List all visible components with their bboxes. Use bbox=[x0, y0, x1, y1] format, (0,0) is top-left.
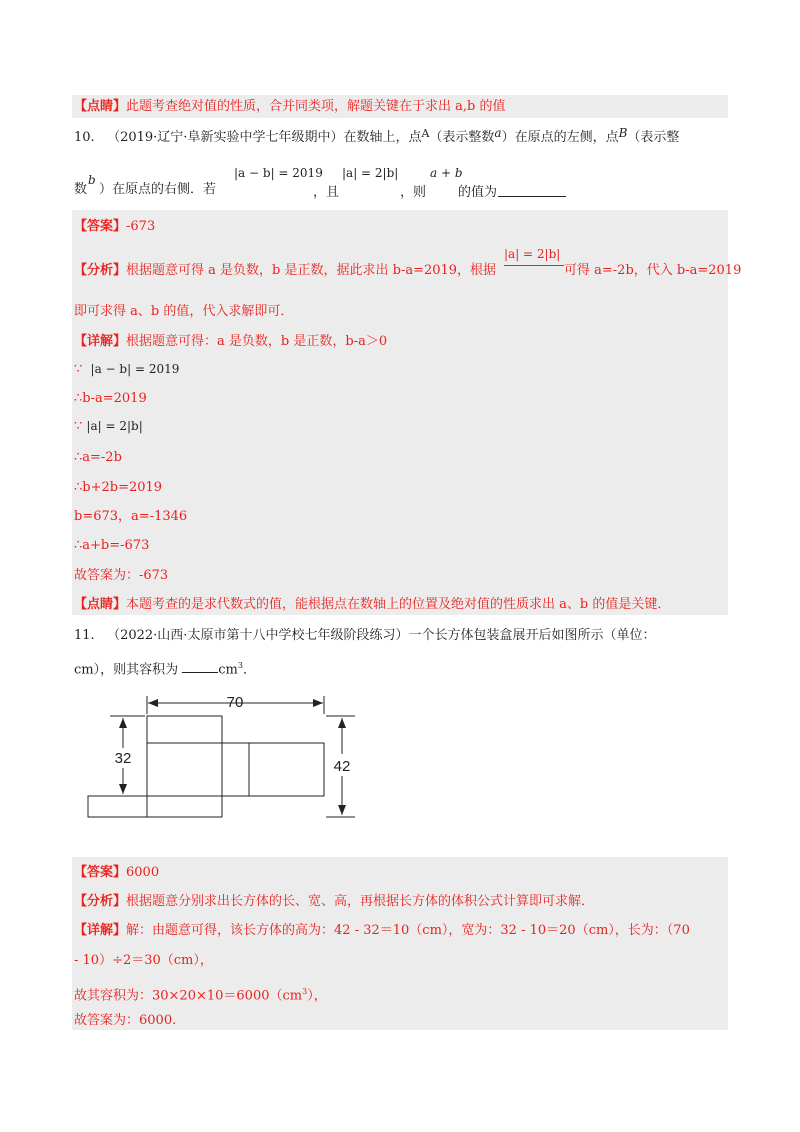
q11-stem-line-1 bbox=[74, 627, 655, 645]
q10-step-4 bbox=[74, 449, 122, 467]
dianjing-line-1 bbox=[74, 98, 506, 116]
q10-step-5 bbox=[74, 479, 162, 497]
q10-math-abs-ratio: |a| = 2|b| bbox=[342, 166, 399, 180]
q11-detail-4: 故答案为：6000. bbox=[74, 1013, 177, 1028]
q11-detail-3a: 故其容积为：30×20×10＝6000（cm bbox=[74, 988, 303, 1004]
q10-sym-b: b bbox=[88, 173, 96, 187]
dianjing-tag: 【点睛】 bbox=[74, 99, 127, 114]
q10-text-d: （表示整 bbox=[627, 130, 680, 145]
q11-detail-3b: ）， bbox=[307, 988, 327, 1004]
q10-dianjing-text: 本题考查的是求代数式的值，能根据点在数轴上的位置及绝对值的性质求出 a、b 的值是关键． bbox=[126, 597, 671, 612]
q11-detail-line-4 bbox=[74, 1012, 176, 1030]
q11-detail-line-2 bbox=[74, 952, 213, 970]
figure-label-42: 42 bbox=[333, 758, 351, 775]
q11-text-a: （2022·山西·太原市第十八中学校七年级阶段练习）一个长方体包装盒展开后如图所示（单位： bbox=[107, 628, 656, 643]
q11-answer-blank[interactable] bbox=[182, 672, 218, 673]
net-side-face-1 bbox=[222, 743, 249, 796]
q10-step-1 bbox=[74, 360, 179, 379]
q11-text-d: ． bbox=[242, 662, 256, 678]
q10-step4: ∴a=-2b bbox=[74, 450, 122, 465]
q10-analysis-underline bbox=[504, 265, 564, 266]
q10-math-sum: a + b bbox=[430, 166, 463, 180]
q11-answer: 6000 bbox=[126, 865, 160, 880]
q11-detail-1: 解：由题意可得，该长方体的高为：42 - 32＝10（cm），宽为：32 - 10＝20（cm），长为：（70 bbox=[126, 923, 690, 938]
q11-text-b: cm），则其容积为 bbox=[74, 662, 179, 678]
net-bottom-face bbox=[147, 796, 222, 817]
q11-analysis: 根据题意分别求出长方体的长、宽、高，再根据长方体的体积公式计算即可求解． bbox=[126, 894, 595, 909]
dianjing-text: 此题考查绝对值的性质，合并同类项，解题关键在于求出 a,b 的值 bbox=[126, 99, 506, 114]
q11-answer-line bbox=[74, 864, 159, 882]
q10-text-f: ）在原点的右侧．若 bbox=[99, 182, 217, 197]
q11-detail-3sup: 3 bbox=[302, 987, 308, 996]
q10-analysis-1: 根据题意可得 a 是负数，b 是正数，据此求出 b-a=2019，根据 bbox=[126, 263, 497, 278]
q10-number: 10. bbox=[74, 130, 95, 145]
box-net-figure bbox=[80, 688, 370, 828]
q11-detail-tag: 【详解】 bbox=[74, 923, 127, 938]
q10-text-h: ，则 bbox=[400, 185, 427, 200]
net-top-face bbox=[147, 716, 222, 743]
q10-sym-B: B bbox=[618, 126, 628, 140]
q10-text-e: 数 bbox=[74, 182, 88, 197]
q10-step-8 bbox=[74, 567, 168, 585]
q11-analysis-tag: 【分析】 bbox=[74, 894, 127, 909]
q10-answer: -673 bbox=[126, 219, 156, 234]
q10-answer-tag: 【答案】 bbox=[74, 219, 127, 234]
q11-detail-line-3 bbox=[74, 983, 327, 1005]
q10-step3-math: |a| = 2|b| bbox=[86, 419, 143, 433]
q10-math-abs-diff: |a − b| = 2019 bbox=[234, 166, 323, 180]
q10-analysis-tag: 【分析】 bbox=[74, 263, 127, 278]
q10-analysis-line-2 bbox=[74, 303, 293, 321]
q10-stem-line-1 bbox=[74, 128, 679, 147]
q11-text-c: cm bbox=[218, 662, 238, 678]
q10-analysis-3: 即可求得 a、b 的值，代入求解即可． bbox=[74, 304, 294, 319]
q10-step8: 故答案为：-673 bbox=[74, 568, 169, 583]
q10-step5: ∴b+2b=2019 bbox=[74, 480, 163, 495]
q10-text-g: ，且 bbox=[313, 185, 340, 200]
q10-step6: b=673，a=-1346 bbox=[74, 509, 188, 524]
q10-step-3 bbox=[74, 417, 143, 436]
q10-analysis-line-1 bbox=[74, 262, 496, 280]
q10-sym-A: A bbox=[421, 127, 430, 140]
q11-detail-line-1 bbox=[74, 922, 690, 940]
net-side-face-2 bbox=[88, 796, 147, 817]
q10-step1-math: |a − b| = 2019 bbox=[90, 362, 180, 376]
q10-step-2 bbox=[74, 390, 147, 408]
q10-step2: ∴b-a=2019 bbox=[74, 391, 147, 406]
figure-label-70: 70 bbox=[226, 694, 244, 711]
q11-number: 11. bbox=[74, 628, 95, 643]
q11-analysis-line bbox=[74, 893, 594, 911]
net-back-face bbox=[249, 743, 324, 796]
q11-detail-2: - 10）÷2＝30（cm）， bbox=[74, 953, 213, 968]
q11-sup-3: 3 bbox=[237, 661, 243, 670]
q10-answer-blank[interactable] bbox=[498, 196, 566, 197]
q10-sym-a: a bbox=[494, 126, 502, 140]
q10-text-c: ）在原点的左侧，点 bbox=[501, 130, 619, 145]
q10-analysis-2: 可得 a=-2b，代入 b-a=2019 bbox=[564, 263, 742, 278]
q10-dianjing-line bbox=[74, 596, 670, 614]
q10-dianjing-tag: 【点睛】 bbox=[74, 597, 127, 612]
q10-answer-line bbox=[74, 218, 155, 236]
q10-detail-line-1 bbox=[74, 333, 387, 351]
figure-label-32: 32 bbox=[114, 750, 132, 767]
q10-step-7 bbox=[74, 537, 149, 555]
q10-step-6 bbox=[74, 508, 187, 526]
q10-text-a: （2019·辽宁·阜新实验中学七年级期中）在数轴上，点 bbox=[107, 130, 422, 145]
q10-text-b: （表示整数 bbox=[429, 130, 495, 145]
q10-step3-sym: ∵ bbox=[74, 419, 83, 434]
q10-step1-sym: ∵ bbox=[74, 362, 83, 377]
q11-answer-tag: 【答案】 bbox=[74, 865, 127, 880]
q10-step7: ∴a+b=-673 bbox=[74, 538, 150, 553]
q10-analysis-math: |a| = 2|b| bbox=[504, 247, 561, 261]
q11-stem-line-2 bbox=[74, 657, 256, 679]
net-front-face bbox=[147, 743, 222, 796]
q10-text-i: 的值为 bbox=[458, 185, 498, 200]
q10-stem-line-2 bbox=[74, 173, 217, 199]
q10-detail-1: 根据题意可得：a 是负数，b 是正数，b-a＞0 bbox=[126, 334, 388, 349]
q10-detail-tag: 【详解】 bbox=[74, 334, 127, 349]
